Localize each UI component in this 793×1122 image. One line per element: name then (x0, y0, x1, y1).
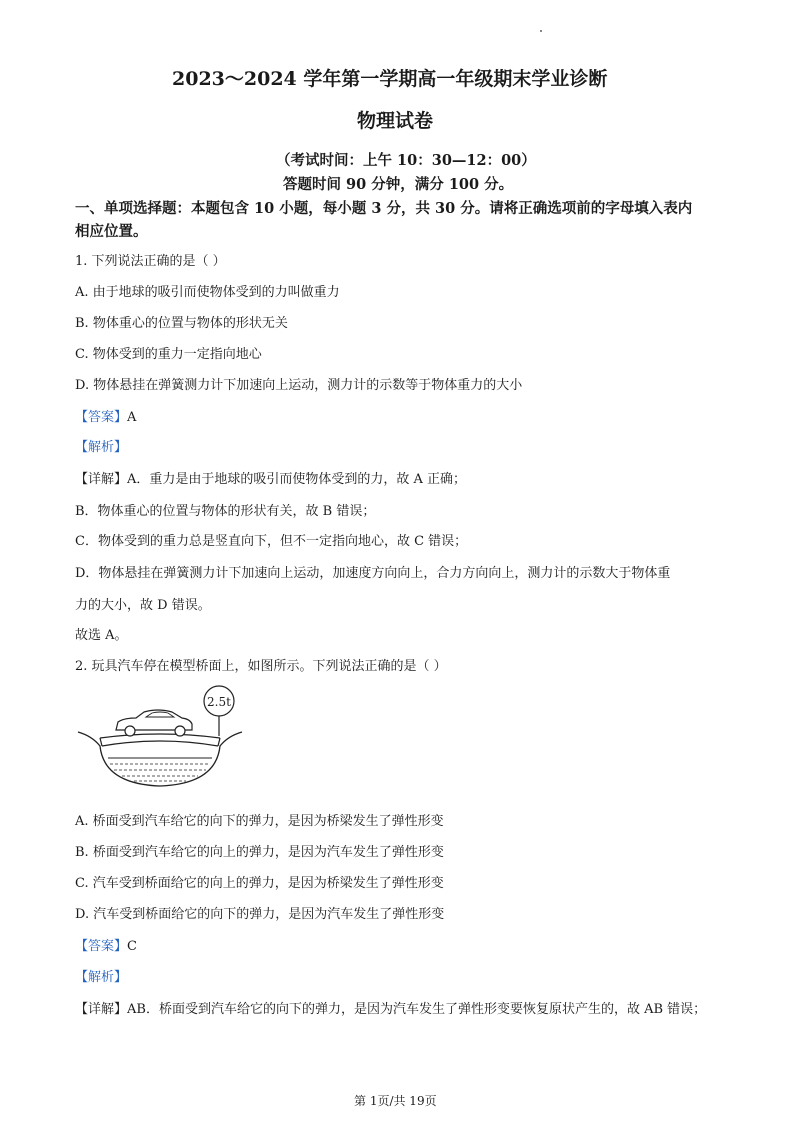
q1-conclusion: 故选 A。 (75, 628, 128, 643)
q1-detail-d: D．物体悬挂在弹簧测力计下加速向上运动，加速度方向向上，合力方向向上，测力计的示数大于物体重 (75, 566, 671, 581)
section-heading-line1: 一、单项选择题：本题包含 10 小题，每小题 3 分，共 30 分。请将正确选项前的字母填入表内 (75, 200, 693, 217)
q2-answer: C (127, 939, 137, 954)
q2-detail-tag: 【详解】 (75, 1002, 128, 1017)
q1-analysis-tag: 【解析】 (75, 440, 128, 455)
bridge-deck-top (100, 734, 220, 738)
q2-option-b: B. 桥面受到汽车给它的向上的弹力，是因为汽车发生了弹性形变 (75, 845, 444, 860)
q1-answer-line (75, 406, 136, 425)
stray-dot (540, 30, 542, 32)
page-title: 2023～2024 学年第一学期高一年级期末学业诊断 (172, 68, 608, 90)
q1-detail-b: B．物体重心的位置与物体的形状有关，故 B 错误； (75, 504, 376, 519)
bridge-figure (74, 684, 246, 794)
deck-left-end (100, 738, 102, 746)
exam-duration: 答题时间 90 分钟，满分 100 分。 (283, 176, 514, 193)
q2-option-d: D. 汽车受到桥面给它的向下的弹力，是因为汽车发生了弹性形变 (75, 907, 445, 922)
q1-detail-a: A．重力是由于地球的吸引而使物体受到的力，故 A 正确； (127, 472, 467, 487)
section-heading-line2: 相应位置。 (75, 223, 148, 240)
q1-detail-d-cont: 力的大小，故 D 错误。 (75, 598, 211, 613)
bridge-deck-bottom (102, 741, 218, 746)
deck-right-end (218, 738, 220, 746)
q2-detail-line (75, 998, 706, 1017)
q2-stem: 2. 玩具汽车停在模型桥面上，如图所示。下列说法正确的是（ ） (75, 659, 447, 674)
q2-detail: AB．桥面受到汽车给它的向下的弹力，是因为汽车发生了弹性形变要恢复原状产生的，故 AB 错误； (127, 1002, 707, 1017)
q2-option-c: C. 汽车受到桥面给它的向上的弹力，是因为桥梁发生了弹性形变 (75, 876, 444, 891)
q1-answer-tag: 【答案】 (75, 410, 128, 425)
q2-analysis-tag: 【解析】 (75, 970, 128, 985)
toy-car (116, 710, 192, 736)
q1-detail-c: C．物体受到的重力总是竖直向下，但不一定指向地心，故 C 错误； (75, 534, 468, 549)
q1-detail-tag: 【详解】 (75, 472, 128, 487)
weight-sign-text: 2.5t (207, 695, 231, 709)
q1-option-d: D. 物体悬挂在弹簧测力计下加速向上运动，测力计的示数等于物体重力的大小 (75, 378, 523, 393)
exam-time: （考试时间：上午 10：30—12：00） (276, 152, 536, 169)
q1-option-b: B. 物体重心的位置与物体的形状无关 (75, 316, 288, 331)
q1-stem: 1. 下列说法正确的是（ ） (75, 254, 226, 269)
subject-title: 物理试卷 (357, 110, 434, 132)
page-number: 第 1页/共 19页 (354, 1094, 437, 1108)
q1-option-c: C. 物体受到的重力一定指向地心 (75, 347, 262, 362)
riverbank-outline (78, 732, 242, 786)
q2-option-a: A. 桥面受到汽车给它的向下的弹力，是因为桥梁发生了弹性形变 (75, 814, 444, 829)
car-wheel-front (125, 726, 135, 736)
q1-option-a: A. 由于地球的吸引而使物体受到的力叫做重力 (75, 285, 340, 300)
q1-answer: A (127, 410, 137, 425)
q1-detail-line1 (75, 468, 466, 487)
q2-answer-line (75, 935, 137, 954)
q2-answer-tag: 【答案】 (75, 939, 128, 954)
car-wheel-rear (175, 726, 185, 736)
